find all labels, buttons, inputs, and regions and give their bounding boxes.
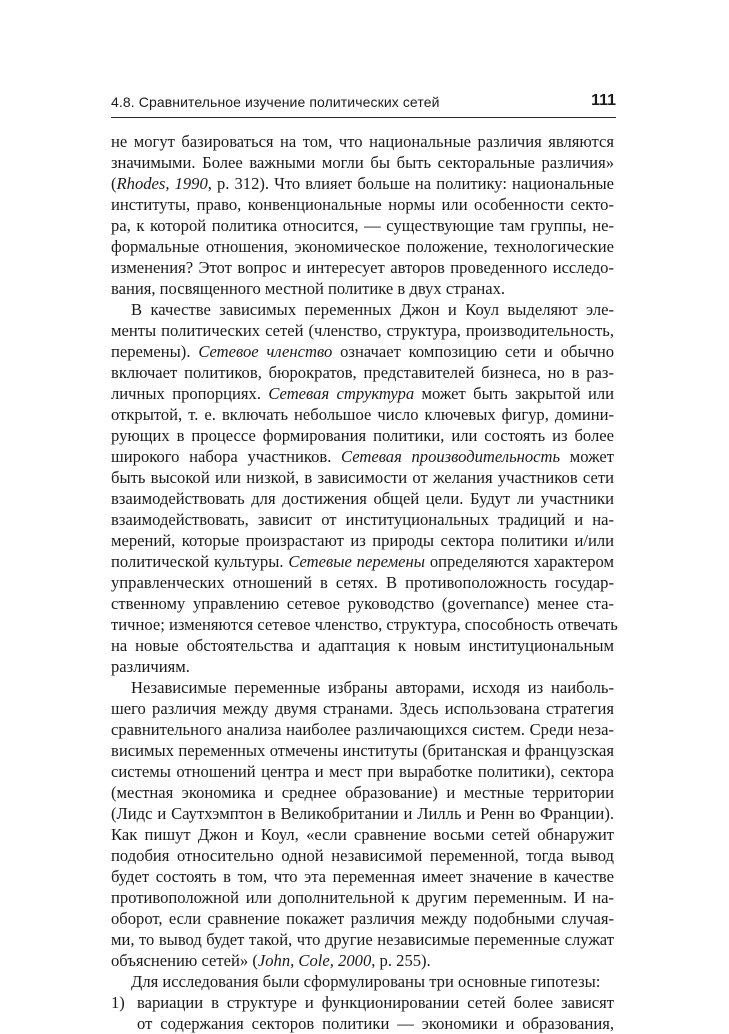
text-line: ра, к которой политика относится, — существующие там группы, не-	[111, 216, 614, 235]
text-line: взаимодействовать, зависит от институциональных традиций и на-	[111, 510, 614, 529]
body-text	[111, 131, 618, 1034]
text-fragment: определяются характером	[425, 552, 614, 571]
text-line: противоположной или дополнительной к другим переменным. И на-	[111, 888, 614, 907]
text-line: различиям.	[111, 657, 190, 676]
text-line	[111, 446, 614, 467]
text-line	[111, 950, 614, 971]
text-line: формальные отношения, экономическое положение, технологические	[111, 237, 614, 256]
text-line: шего различия между двумя странами. Здесь использована стратегия	[111, 699, 614, 718]
text-line: подобия относительно одной независимой переменной, тогда вывод	[111, 846, 614, 865]
list-item	[111, 992, 614, 1013]
page-number: 111	[591, 92, 616, 109]
text-fragment: вариации в структуре и функционировании сетей более зависят	[137, 993, 614, 1012]
term-network-productivity: Сетевая производительность	[341, 447, 561, 466]
text-line: вания, посвященного местной политике в двух странах.	[111, 279, 506, 298]
text-line: мерений, которые произрастают из природы сектора политики и/или	[111, 531, 614, 550]
text-line: не могут базироваться на том, что национальные различия являются	[111, 132, 614, 151]
text-line	[111, 341, 614, 362]
text-fragment: , p. 255).	[371, 951, 431, 970]
text-line: включает политиков, бюрократов, представителей бизнеса, но в раз-	[111, 363, 614, 382]
text-line: взаимодействовать для достижения общей цели. Будут ли участники	[111, 489, 614, 508]
text-line: от содержания секторов политики — экономики и образования,	[137, 1014, 614, 1033]
text-fragment: перемены).	[111, 342, 199, 361]
section-title: 4.8. Сравнительное изучение политических сетей	[111, 94, 440, 110]
text-fragment: может	[560, 447, 614, 466]
citation: John, Cole, 2000	[257, 951, 372, 970]
text-line: менты политических сетей (членство, структура, производительность,	[111, 321, 614, 340]
term-network-structure: Сетевая структура	[268, 384, 415, 403]
header-rule	[111, 117, 616, 118]
text-line: будет состоять в том, что эта переменная имеет значение в качестве	[111, 867, 614, 886]
paragraph-2	[111, 299, 618, 677]
paragraph-4	[111, 971, 614, 992]
text-line: Как пишут Джон и Коул, «если сравнение восьми сетей обнаружит	[111, 825, 614, 844]
text-line: открытой, т. е. включать небольшое число ключевых фигур, домини-	[111, 405, 614, 424]
text-line: тичное; изменяются сетевое членство, структура, способность отвечать	[111, 615, 618, 634]
text-line: системы отношений центра и мест при выработке политики), сектора	[111, 762, 614, 781]
text-line	[111, 383, 614, 404]
text-line: на новые обстоятельства и адаптация к новым институциональным	[111, 636, 614, 655]
text-line: В качестве зависимых переменных Джон и Коул выделяют эле-	[131, 300, 614, 319]
text-fragment: может быть закрытой или	[414, 384, 614, 403]
text-line: рующих в процессе формирования политики, или состоять из более	[111, 426, 614, 445]
list-marker: 1)	[111, 993, 125, 1012]
text-line: (местная экономика и среднее образование) и местные территории	[111, 783, 614, 802]
text-fragment: , p. 312). Что влияет больше на политику: национальные	[207, 174, 614, 193]
text-line: Независимые переменные избраны авторами, исходя из наиболь-	[131, 678, 614, 697]
text-fragment: политической культуры.	[111, 552, 289, 571]
term-network-change: Сетевые перемены	[288, 552, 425, 571]
text-fragment: объяснению сетей» (	[111, 951, 258, 970]
text-line: управленческих отношений в сетях. В противоположность государ-	[111, 573, 614, 592]
running-head	[111, 92, 616, 114]
citation: Rhodes, 1990	[116, 174, 208, 193]
text-fragment: широкого набора участников.	[111, 447, 342, 466]
text-line: ственному управлению сетевое руководство (governance) менее ста-	[111, 594, 614, 613]
text-line: институты, право, конвенциональные нормы или особенности секто-	[111, 195, 614, 214]
text-fragment: означает композицию сети и обычно	[332, 342, 614, 361]
text-line: быть высокой или низкой, в зависимости от желания участников сети	[111, 468, 614, 487]
text-line: оборот, если сравнение покажет различия между подобными случая-	[111, 909, 614, 928]
text-line: висимых переменных отмечены институты (британская и французская	[111, 741, 614, 760]
hypotheses-list	[111, 992, 614, 1034]
text-fragment: личных пропорциях.	[111, 384, 269, 403]
text-line: сравнительного анализа наиболее различающихся систем. Среди неза-	[111, 720, 614, 739]
open-paren: (	[111, 174, 117, 193]
text-line: Для исследования были сформулированы три основные гипотезы:	[131, 972, 601, 991]
paragraph-3	[111, 677, 614, 971]
term-network-membership: Сетевое членство	[198, 342, 333, 361]
text-line: ми, то вывод будет такой, что другие независимые переменные служат	[111, 930, 614, 949]
text-line: изменения? Этот вопрос и интересует авторов проведенного исследо-	[111, 258, 614, 277]
paragraph-1	[111, 131, 614, 299]
text-line	[111, 551, 614, 572]
text-line	[111, 173, 614, 194]
text-line: значимыми. Более важными могли бы быть секторальные различия»	[111, 153, 614, 172]
text-line: (Лидс и Саутхэмптон в Великобритании и Лилль и Ренн во Франции).	[111, 804, 614, 823]
